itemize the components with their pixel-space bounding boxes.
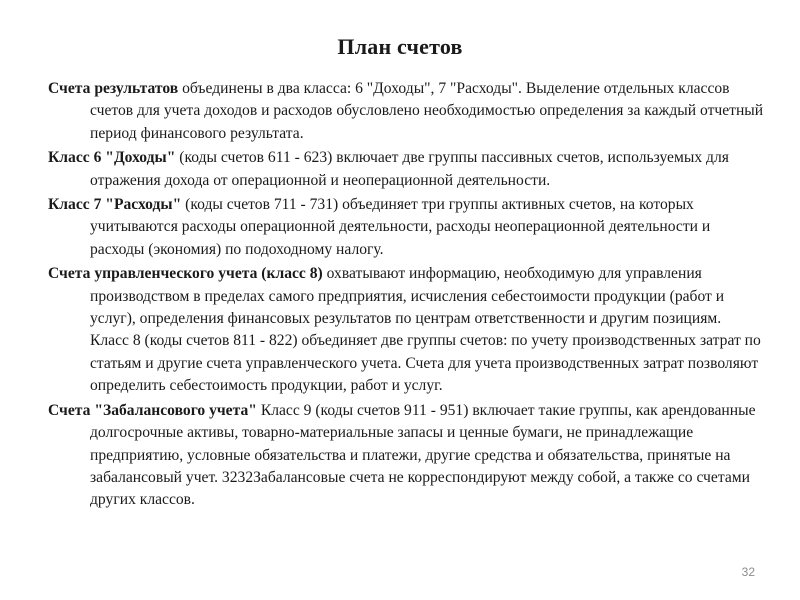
paragraph-text: охватывают информацию, необходимую для управления производством в пределах самого предприятия, исчисления себестоимости продукции (работ и услуг), определения финансовых результатов по центрам ответственности и другим позициям. Класс 8 (коды счетов 811 - 822) объединяет две группы счетов: по учету производственных затрат по статьям и другие счета управленческого учета. Счета для учета производственных затрат позволяют определить себестоимость продукции, работ и услуг. <box>90 265 761 395</box>
paragraph-class-6 <box>48 147 764 192</box>
paragraph-heading: Счета результатов <box>48 80 179 97</box>
paragraph-text: (коды счетов 611 - 623) включает две группы пассивных счетов, используемых для отражения дохода от операционной и неоперационной деятельности. <box>90 149 729 189</box>
paragraph-heading: Класс 7 "Расходы" <box>48 196 182 214</box>
paragraph-text: объединены в два класса: 6 "Доходы", 7 "Расходы". Выделение отдельных классов счетов для учета доходов и расходов обусловлено необходимостью определения за каждый отчетный период финансового результата. <box>90 80 764 142</box>
paragraph-text: Класс 9 (коды счетов 911 - 951) включает такие группы, как арендованные долгосрочные активы, товарно-материальные запасы и ценные бумаги, не принадлежащие предприятию, условные обязательства и платежи, другие средства и обязательства, принятые на забалансовый учет. 3232Забалансовые счета не корреспондируют между собой, а также со счетами других классов. <box>90 401 756 509</box>
paragraph-heading: Класс 6 "Доходы" <box>48 149 176 167</box>
paragraph-management-accounts <box>48 263 764 397</box>
slide-body <box>48 78 764 514</box>
paragraph-off-balance <box>48 400 764 512</box>
paragraph-heading: Счета управленческого учета (класс 8) <box>48 265 323 283</box>
paragraph-class-7 <box>48 194 764 261</box>
paragraph-results-accounts <box>48 78 764 145</box>
paragraph-text: (коды счетов 711 - 731) объединяет три группы активных счетов, на которых учитываются расходы операционной деятельности, расходы неоперационной деятельности и расходы (экономия) по подоходному налогу. <box>90 196 711 258</box>
page-number: 32 <box>741 565 755 579</box>
paragraph-heading: Счета "Забалансового учета" <box>48 401 257 419</box>
slide-title: План счетов <box>337 34 463 59</box>
